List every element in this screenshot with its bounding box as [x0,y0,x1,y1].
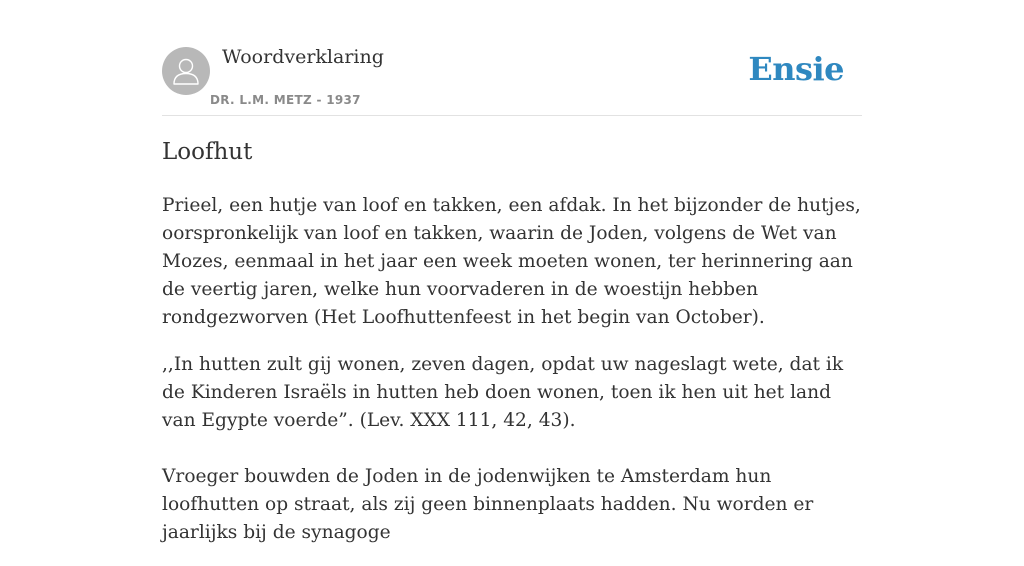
publication-year: 1937 [326,93,361,107]
body-paragraph-quote: ,,In hutten zult gij wonen, zeven dagen, opdat uw nageslagt wete, dat ik de Kinderen Israëls in hutten heb doen wonen, toen ik hen uit het land van Egypte voerde”. (Lev. XXX 111, 42, 43). [162,354,844,431]
user-icon[interactable] [162,47,210,95]
body-paragraph: Vroeger bouwden de Joden in de jodenwijken te Amsterdam hun loofhutten op straat, als zij geen binnenplaats hadden. Nu worden er jaarlijks bij de synagoge [162,466,814,543]
entry-title: Loofhut [162,139,253,165]
article-header [162,0,862,116]
user-silhouette-icon [162,47,210,95]
entry-body [162,192,862,566]
source-title[interactable]: Woordverklaring [222,46,384,68]
brand-logo[interactable]: Ensie [748,50,844,88]
author-meta [210,93,361,107]
author-name[interactable]: DR. L.M. METZ [210,93,312,107]
article-page [162,0,862,543]
meta-separator: - [316,93,322,107]
body-paragraph: Prieel, een hutje van loof en takken, een afdak. In het bijzonder de hutjes, oorspronkelijk van loof en takken, waarin de Joden, volgens de Wet van Mozes, eenmaal in het jaar een week moeten wonen, ter herinnering aan de veertig jaren, welke hun voorvaderen in de woestijn hebben rondgezworven (Het Loofhuttenfeest in het begin van October). [162,195,861,328]
